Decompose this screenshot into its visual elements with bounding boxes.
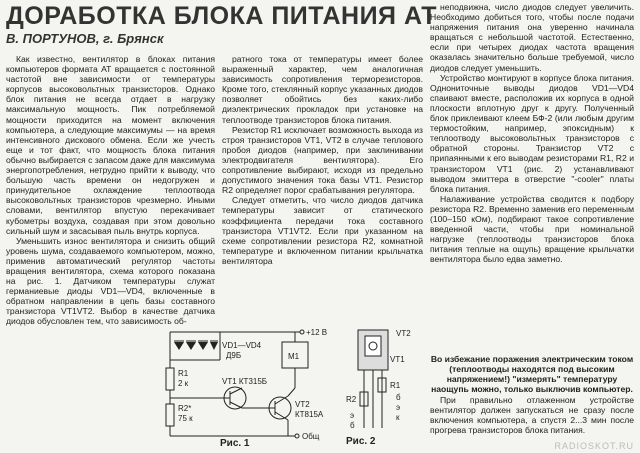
text-column-1: [6, 54, 215, 327]
figure-1-caption: Рис. 1: [220, 438, 250, 449]
fig2-pin-e2-label: э: [350, 411, 355, 420]
paragraph: ратного тока от температуры имеет более выраженный характер, чем аналогичная зависимость сопротивления терморезисторов. Кроме того, стеклянный корпус указанных диодов позволяет обойтись без каких-либо диэлектрических прокладок при установке на теплоотводе транзисторов блока питания.: [222, 54, 423, 125]
text-column-2: [222, 54, 423, 316]
vt1-label: VT1 КТ315Б: [222, 377, 268, 386]
fig2-vt2-label: VT2: [396, 329, 411, 338]
fig2-r1-label: R1: [390, 381, 401, 390]
plus-12v-label: +12 В: [306, 328, 328, 337]
fig2-pin-e-label: э: [396, 403, 401, 412]
paragraph: Следует отметить, что число диодов датчика температуры зависит от статического коэффициента передачи тока составного транзистора VT1VT2. Если при указанном на схеме сопротивлении резистора R2, комнатной температуре и включенном питании крыльчатка вентилятора: [222, 195, 423, 266]
r2-label: R2*: [178, 404, 192, 413]
fig2-pin-b2-label: б: [350, 421, 355, 430]
paragraph: При правильно отлаженном устройстве вентилятор должен запускаться не сразу после включения компьютера, а спустя 2...3 мин после прогрева транзисторов блока питания.: [430, 395, 634, 436]
paragraph: Как известно, вентилятор в блоках питания компьютеров формата АТ вращается с постоянной частотой вне зависимости от температуры корпусов высоковольтных транзисторов. Однако блок питания не всегда отдает в нагрузку максимальную мощность. Пик потребляемой мощности приходится на момент включения компьютера, а следующие максимумы — на время интенсивного дискового обмена. Если же учесть еще и тот факт, что мощность блока питания обычно выбирается с запасом даже для максимума энергопотребления, нетрудно прийти к выводу, что большую часть времени он недогружен и принудительное охлаждение теплоотвода высоковольтных транзисторов чрезмерно. Иными словами, вентилятор впустую перекачивает кубометры воздуха, создавая при этом довольно сильный шум и засасывая пыль внутрь корпуса.: [6, 54, 215, 236]
diode-group: [170, 332, 220, 360]
fig2-pin-k-label: к: [396, 413, 400, 422]
fig2-r2-label: R2: [346, 395, 357, 404]
vd-label: VD1—VD4: [222, 341, 262, 350]
paragraph: Резистор R1 исключает возможность выхода из строя транзисторов VT1, VT2 в случае теплового пробоя диодов (например, при заклинивании электродвигателя вентилятора). Его сопротивление выбирают, исходя из предельно допустимого значения тока базы VT1. Резистор R2 определяет порог срабатывания регулятора.: [222, 124, 423, 196]
figure-1-schematic: [160, 318, 335, 448]
figure-2-caption: Рис. 2: [346, 436, 376, 447]
paragraph: неподвижна, число диодов следует увеличить. Необходимо добиться того, чтобы после подачи напряжения питания она уверенно начинала вращаться с небольшой частотой. Естественно, если при четырех диодах частота вращения оказалась значительно больше требуемой, число диодов следует уменьшить.: [430, 2, 634, 73]
paragraph: Устройство монтируют в корпусе блока питания. Однониточные выводы диодов VD1—VD4 спаивают вместе, расположив их корпуса в одной плоскости вплотную друг к другу. Полученный блок приклеивают клеем БФ-2 (или любым другим термостойким, например, эпоксидным) к теплоотводу высоковольтных транзисторов с обратной стороны. Транзистор VT2 с припаянными к его выводам резисторами R1, R2 и транзистором VT1 (рис. 2) устанавливают выводом эмиттера в отверстие "-cooler" платы блока питания.: [430, 72, 634, 194]
fig2-pin-b-label: б: [396, 393, 401, 402]
vt2-label: VT2: [295, 400, 310, 409]
r1-value: 2 к: [178, 379, 189, 388]
paragraph: Налаживание устройства сводится к подбору резистора R2. Временно заменив его переменным (100–150 кОм), подбирают такое сопротивление введенной части, чтобы при номинальной нагрузке (теплоотводы транзисторов блока питания теплые на ощупь) вращение крыльчатки вентилятора было едва заметно.: [430, 193, 634, 265]
safety-warning: Во избежание поражения электрическим током (теплоотводы находятся под высоким напряжением!) "измерять" температуру наощупь можно, только выключив компьютер.: [430, 354, 634, 395]
motor-label: M1: [288, 352, 300, 361]
watermark: RADIOSKOT.RU: [554, 441, 634, 451]
article-title: ДОРАБОТКА БЛОКА ПИТАНИЯ АТ: [6, 2, 438, 30]
r2-value: 75 к: [178, 414, 193, 423]
r1-label: R1: [178, 369, 189, 378]
figure-2-mounting: [338, 318, 428, 448]
vd-type-label: Д9Б: [226, 351, 242, 360]
vt2-type-label: КТ815А: [295, 410, 324, 419]
fig2-vt1-label: VT1: [390, 355, 405, 364]
paragraph: Уменьшить износ вентилятора и снизить общий уровень шума, создаваемого компьютером, можно, применив автоматический регулятор частоты вращения вентилятора, схема которого показана на рис. 1. Датчиком температуры служат германиевые диоды VD1—VD4, включенные в обратном направлении в цепь базы составного транзистора VT1VT2. Выбор в качестве датчика диодов обусловлен тем, что зависимость об-: [6, 235, 215, 327]
gnd-label: Общ: [302, 432, 320, 441]
author-byline: В. ПОРТУНОВ, г. Брянск: [6, 31, 164, 46]
text-column-3: [430, 2, 634, 352]
